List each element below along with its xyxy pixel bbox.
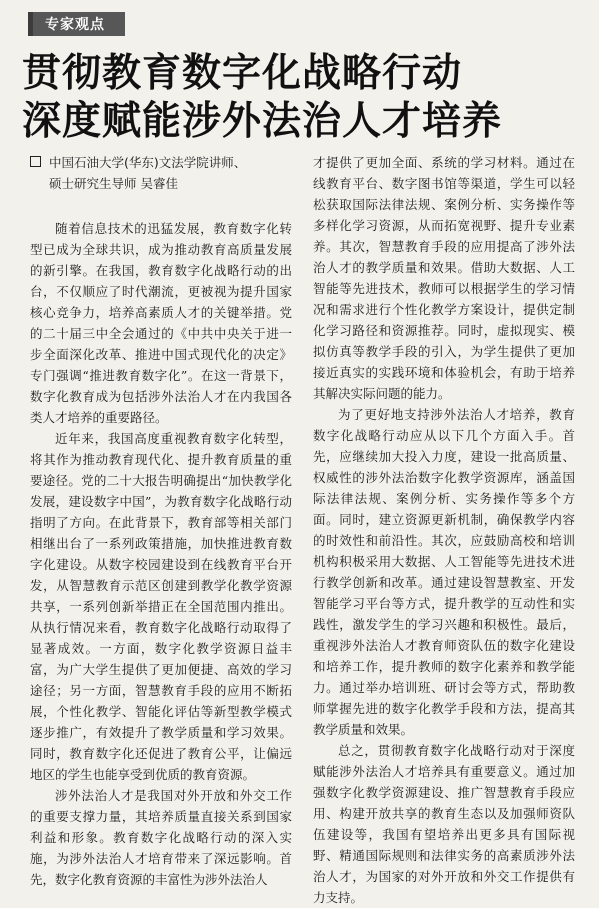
title-line-2: 深度赋能涉外法治人才培养: [22, 99, 503, 144]
paragraph: 随着信息技术的迅猛发展，教育数字化转型已成为全球共识，成为推动教育高质量发展的新引擎。在我国，教育数字化战略行动的出台，不仅顺应了时代潮流，更被视为提升国家核心竞争力，培养高素质人才的关键举措。党的二十届三中全会通过的《中共中央关于进一步全面深化改革、推进中国式现代化的决定》专门强调“推进教育数字化”。在这一背景下，数字化教育成为包括涉外法治人才在内我国各类人才培养的重要路径。: [30, 221, 292, 425]
paragraph: 总之，贯彻教育数字化战略行动对于深度赋能涉外法治人才培养具有重要意义。通过加强数字化教学资源建设、推广智慧教育手段应用、构建开放共享的教育生态以及加强师资队伍建设等，我国有望培养出更多具有国际视野、精通国际规则和法律实务的高素质涉外法治人才，为国家的对外开放和外交工作提供有力支持。: [313, 743, 575, 905]
paragraph: 涉外法治人才是我国对外开放和外交工作的重要支撑力量，其培养质量直接关系到国家利益和形象。教育数字化战略行动的深入实施，为涉外法治人才培育带来了深远影响。首先，数字化教育资源的丰富性为涉外法治人: [30, 788, 292, 887]
column-tag-label: 专家观点: [33, 12, 117, 36]
author-line-2: 硕士研究生导师 吴睿佳: [49, 176, 178, 191]
paragraph: 近年来，我国高度重视教育数字化转型，将其作为推动教育现代化、提升教育质量的重要途径。党的二十大报告明确提出“加快教学化发展，建设数字中国”，为教育数字化战略行动指明了方向。在此背景下，教育部等相关部门相继出台了一系列政策措施，加快推进教育数字化建设。从数字校园建设到在线教育平台开发，从智慧教育示范区创建到教学化教学资源共享，一系列创新举措正在全国范围内推出。从执行情况来看，教育数字化战略行动取得了显著成效。一方面，数字化教学资源日益丰富，为广大学生提供了更加便捷、高效的学习途径；另一方面，智慧教育手段的应用不断拓展，个性化教学、智能化评估等新型教学模式逐步推广，有效提升了教学质量和学习效果。同时，教育数字化还促进了教育公平，让偏远地区的学生也能享受到优质的教育资源。: [30, 431, 292, 782]
article-title: [22, 50, 582, 146]
left-column: [30, 152, 292, 890]
tag-tail-bar: [117, 12, 125, 36]
paragraph-continued: 才提供了更加全面、系统的学习材料。通过在线教育平台、数字图书馆等渠道，学生可以轻松获取国际法律法规、案例分析、实务操作等多样化学习资源，从而拓宽视野、提升专业素养。其次，智慧教育手段的应用提高了涉外法治人才的教学质量和效果。借助大数据、人工智能等先进技术，教师可以根据学生的学习情况和需求进行个性化教学方案设计，提供定制化学习路径和资源推荐。同时，虚拟现实、模拟仿真等教学手段的引入，为学生提供了更加接近真实的实践环境和体验机会，有助于培养其解决实际问题的能力。: [313, 155, 575, 401]
title-line-1: 贯彻教育数字化战略行动: [22, 51, 463, 96]
paragraph: 为了更好地支持涉外法治人才培养，教育数字化战略行动应从以下几个方面入手。首先，应继续加大投入力度，建设一批高质量、权威性的涉外法治数字化教学资源库，涵盖国际法律法规、案例分析、实务操作等多个方面。同时，建立资源更新机制，确保教学内容的时效性和前沿性。其次，应鼓励高校和培训机构积极采用大数据、人工智能等先进技术进行教学创新和改革。通过建设智慧教室、开发智能学习平台等方式，提升教学的互动性和实践性，激发学生的学习兴趣和积极性。最后，重视涉外法治人才教育师资队伍的数字化建设和培养工作，提升教师的数字化素养和教学能力。通过举办培训班、研讨会等方式，帮助教师掌握先进的数字化教学手段和方法，提高其教学质量和效果。: [313, 407, 575, 737]
bullet-square-icon: [30, 156, 41, 167]
author-line-1: 中国石油大学(华东)文法学院讲师、: [49, 155, 247, 170]
author-byline: [30, 152, 292, 194]
right-column: [313, 152, 575, 908]
column-tag: [28, 12, 125, 36]
